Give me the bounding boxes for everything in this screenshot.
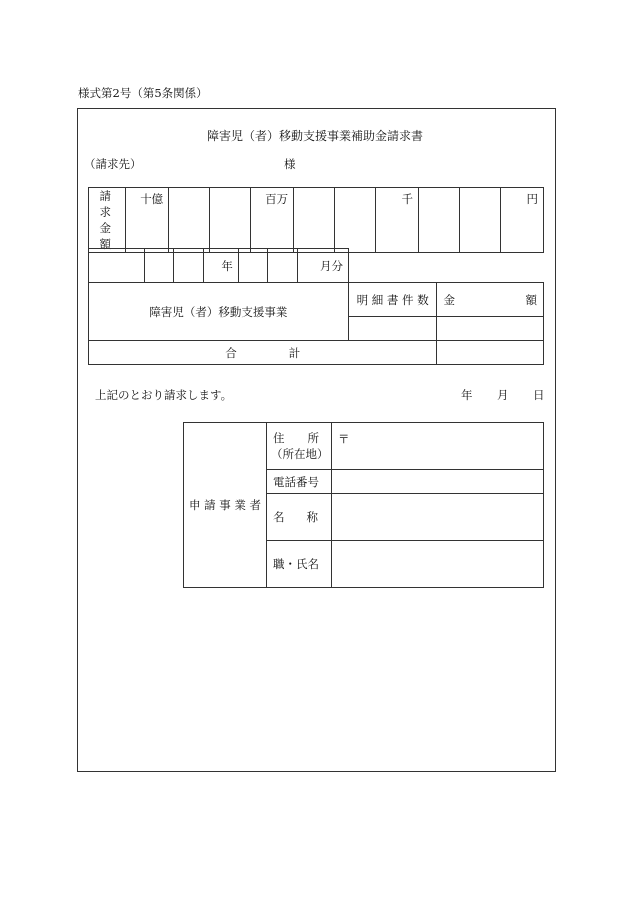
period-year-cell[interactable]: 年 xyxy=(203,249,238,283)
amount-header xyxy=(437,283,544,317)
period-cell[interactable] xyxy=(89,249,145,283)
name-label-left: 名 xyxy=(273,510,285,524)
amount-digit-cell[interactable] xyxy=(169,188,210,253)
amount-digit-cell[interactable]: 百万 xyxy=(251,188,294,253)
postal-mark: 〒 xyxy=(338,432,350,446)
applicant-section-label: 申 請 事 業 者 xyxy=(184,423,267,588)
amount-digit-cell[interactable]: 円 xyxy=(501,188,544,253)
period-cell[interactable] xyxy=(238,249,267,283)
period-cell[interactable] xyxy=(145,249,174,283)
count-value-cell[interactable] xyxy=(348,317,437,341)
summary-table xyxy=(88,282,544,365)
date-year: 年 xyxy=(461,388,473,402)
period-cell[interactable] xyxy=(268,249,297,283)
form-number: 様式第2号（第5条関係） xyxy=(78,86,208,100)
name-label-right: 称 xyxy=(306,510,318,524)
total-label-left: 合 xyxy=(225,345,237,360)
amount-digit-cell[interactable] xyxy=(294,188,335,253)
period-month-cell[interactable]: 月分 xyxy=(297,249,348,283)
period-table xyxy=(88,248,349,283)
address-label xyxy=(267,423,332,470)
amount-header-left: 金 xyxy=(443,292,455,307)
addressee-suffix: 様 xyxy=(284,157,296,171)
amount-digit-cell[interactable] xyxy=(418,188,459,253)
date-day: 日 xyxy=(533,388,545,402)
amount-digit-cell[interactable]: 千 xyxy=(376,188,419,253)
period-cell[interactable] xyxy=(174,249,203,283)
amount-label xyxy=(89,188,126,253)
name-field[interactable] xyxy=(332,494,544,541)
amount-label-line2: 金 額 xyxy=(99,221,115,251)
position-label: 職・氏名 xyxy=(267,541,332,588)
service-label: 障害児（者）移動支援事業 xyxy=(89,283,349,341)
name-label xyxy=(267,494,332,541)
document-title: 障害児（者）移動支援事業補助金請求書 xyxy=(206,129,423,143)
total-label xyxy=(89,341,437,365)
addressee-prefix: （請求先） xyxy=(84,157,142,171)
amount-header-right: 額 xyxy=(525,292,537,307)
statement: 上記のとおり請求します。 xyxy=(95,388,233,402)
applicant-table xyxy=(183,422,544,588)
amount-table xyxy=(88,187,544,253)
date-month: 月 xyxy=(497,388,509,402)
address-field[interactable] xyxy=(332,423,544,470)
phone-label: 電話番号 xyxy=(267,470,332,494)
address-label-1: 住 所 xyxy=(273,431,319,445)
position-field[interactable] xyxy=(332,541,544,588)
total-value-cell[interactable] xyxy=(437,341,544,365)
address-label-2: （所在地） xyxy=(271,447,329,461)
phone-field[interactable] xyxy=(332,470,544,494)
amount-digit-cell[interactable] xyxy=(460,188,501,253)
amount-digit-cell[interactable]: 十億 xyxy=(126,188,169,253)
amount-digit-cell[interactable] xyxy=(335,188,376,253)
total-label-right: 計 xyxy=(288,345,301,360)
amount-value-cell[interactable] xyxy=(437,317,544,341)
amount-digit-cell[interactable] xyxy=(210,188,251,253)
amount-label-line1: 請 求 xyxy=(99,189,115,219)
count-header: 明 細 書 件 数 xyxy=(348,283,437,317)
